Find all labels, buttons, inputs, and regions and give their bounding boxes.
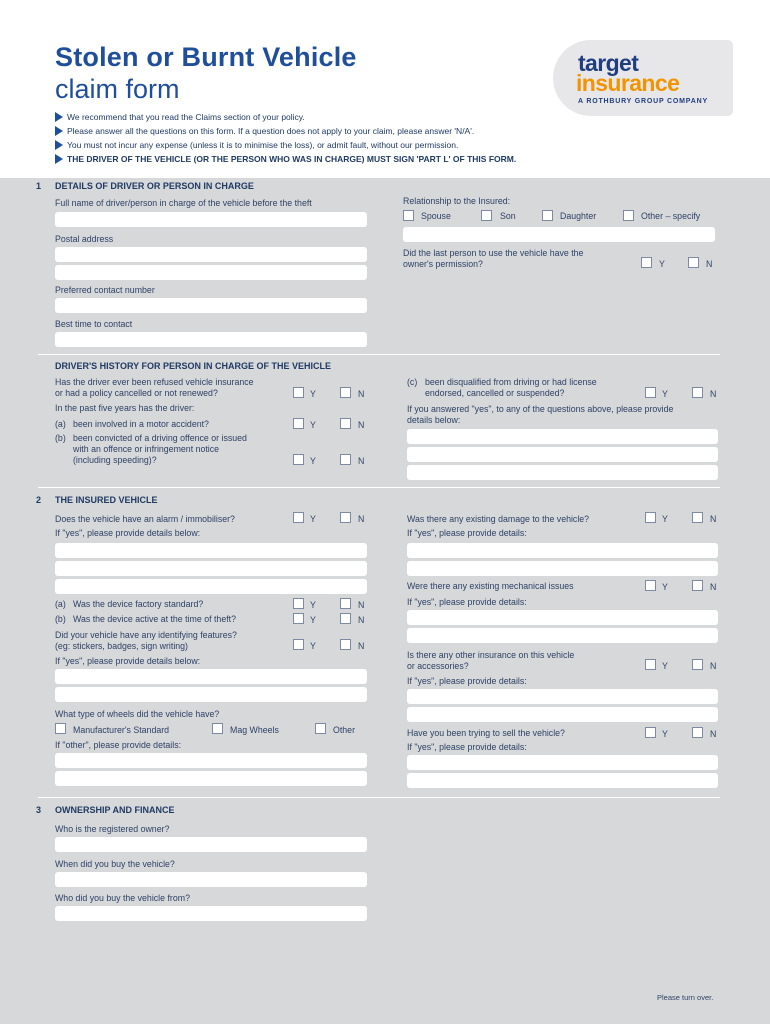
yes-label: Y xyxy=(310,514,316,524)
arrow-icon xyxy=(55,140,63,150)
sell-yes-checkbox[interactable] xyxy=(645,727,656,738)
section-title: DETAILS OF DRIVER OR PERSON IN CHARGE xyxy=(55,181,254,191)
no-label: N xyxy=(710,514,717,524)
postal-address-field-2[interactable] xyxy=(55,265,367,280)
refused-question: or had a policy cancelled or not renewed? xyxy=(55,388,218,398)
instruction-bullet xyxy=(55,154,516,164)
no-label: N xyxy=(358,420,365,430)
other-insurance-details-field-2[interactable] xyxy=(407,707,718,722)
mag-wheels-label: Mag Wheels xyxy=(230,725,279,735)
mechanical-no-checkbox[interactable] xyxy=(692,580,703,591)
no-label: N xyxy=(710,661,717,671)
section-number: 1 xyxy=(36,181,42,191)
turn-over-note: Please turn over. xyxy=(657,993,714,1002)
manufacturer-standard-label: Manufacturer's Standard xyxy=(73,725,170,735)
alarm-yes-checkbox[interactable] xyxy=(293,512,304,523)
damage-no-checkbox[interactable] xyxy=(692,512,703,523)
conviction-question: been convicted of a driving offence or issued xyxy=(73,433,247,443)
disqualified-question: been disqualified from driving or had license xyxy=(425,377,597,387)
features-yes-checkbox[interactable] xyxy=(293,639,304,650)
instruction-text: THE DRIVER OF THE VEHICLE (OR THE PERSON WHO WAS IN CHARGE) MUST SIGN 'PART L' OF THIS FORM. xyxy=(67,154,517,164)
other-wheels-label: Other xyxy=(333,725,356,735)
registered-owner-field[interactable] xyxy=(55,837,367,852)
registered-owner-label: Who is the registered owner? xyxy=(55,824,170,834)
no-label: N xyxy=(358,514,365,524)
form-subtitle: claim form xyxy=(55,74,180,104)
item-label: (b) xyxy=(55,433,66,443)
damage-yes-checkbox[interactable] xyxy=(645,512,656,523)
features-question: (eg: stickers, badges, sign writing) xyxy=(55,641,188,651)
sell-no-checkbox[interactable] xyxy=(692,727,703,738)
active-no-checkbox[interactable] xyxy=(340,613,351,624)
conviction-no-checkbox[interactable] xyxy=(340,454,351,465)
damage-details-label: If "yes", please provide details: xyxy=(407,528,527,538)
arrow-icon xyxy=(55,154,63,164)
yes-label: Y xyxy=(310,456,316,466)
yes-label: Y xyxy=(310,600,316,610)
other-insurance-details-field-1[interactable] xyxy=(407,689,718,704)
seller-field[interactable] xyxy=(55,906,367,921)
spouse-label: Spouse xyxy=(421,211,451,221)
features-details-label: If "yes", please provide details below: xyxy=(55,656,201,666)
sell-details-field-1[interactable] xyxy=(407,755,718,770)
features-details-field-2[interactable] xyxy=(55,687,367,702)
yes-label: Y xyxy=(662,661,668,671)
mechanical-details-field-1[interactable] xyxy=(407,610,718,625)
mechanical-details-label: If "yes", please provide details: xyxy=(407,597,527,607)
wheels-other-field-1[interactable] xyxy=(55,753,367,768)
history-details-field-1[interactable] xyxy=(407,429,718,444)
alarm-no-checkbox[interactable] xyxy=(340,512,351,523)
item-label: (a) xyxy=(55,599,66,609)
conviction-question: with an offence or infringement notice xyxy=(73,444,220,454)
instruction-text: Please answer all the questions on this form. If a question does not apply to your claim, please answer 'N/A'. xyxy=(67,126,475,136)
history-title: DRIVER'S HISTORY FOR PERSON IN CHARGE OF THE VEHICLE xyxy=(55,361,332,371)
refused-yes-checkbox[interactable] xyxy=(293,387,304,398)
full-name-field[interactable] xyxy=(55,212,367,227)
best-time-label: Best time to contact xyxy=(55,319,133,329)
yes-label: Y xyxy=(662,389,668,399)
conviction-question: (including speeding)? xyxy=(73,455,157,465)
no-label: N xyxy=(710,582,717,592)
contact-number-label: Preferred contact number xyxy=(55,285,155,295)
contact-number-field[interactable] xyxy=(55,298,367,313)
other-insurance-yes-checkbox[interactable] xyxy=(645,659,656,670)
no-label: N xyxy=(710,729,717,739)
sell-question: Have you been trying to sell the vehicle? xyxy=(407,728,565,738)
mag-wheels-checkbox[interactable] xyxy=(212,723,223,734)
yes-label: Y xyxy=(662,729,668,739)
instruction-bullet xyxy=(55,112,305,122)
item-label: (b) xyxy=(55,614,66,624)
permission-question: Did the last person to use the vehicle have the xyxy=(403,248,584,258)
mechanical-yes-checkbox[interactable] xyxy=(645,580,656,591)
yes-label: Y xyxy=(662,514,668,524)
no-label: N xyxy=(358,600,365,610)
other-insurance-no-checkbox[interactable] xyxy=(692,659,703,670)
instruction-bullet xyxy=(55,140,458,150)
history-details-label: details below: xyxy=(407,415,461,425)
other-insurance-question: Is there any other insurance on this vehicle xyxy=(407,650,575,660)
wheels-other-field-2[interactable] xyxy=(55,771,367,786)
past-five-years-text: In the past five years has the driver: xyxy=(55,403,195,413)
no-label: N xyxy=(358,615,365,625)
alarm-details-field-1[interactable] xyxy=(55,543,367,558)
damage-question: Was there any existing damage to the vehicle? xyxy=(407,514,590,524)
divider xyxy=(38,354,720,355)
factory-no-checkbox[interactable] xyxy=(340,598,351,609)
permission-yes-checkbox[interactable] xyxy=(641,257,652,268)
son-checkbox[interactable] xyxy=(481,210,492,221)
disqualified-no-checkbox[interactable] xyxy=(692,387,703,398)
conviction-yes-checkbox[interactable] xyxy=(293,454,304,465)
active-yes-checkbox[interactable] xyxy=(293,613,304,624)
form-title: Stolen or Burnt Vehicle xyxy=(55,42,357,72)
relationship-label: Relationship to the Insured: xyxy=(403,196,511,206)
mechanical-details-field-2[interactable] xyxy=(407,628,718,643)
sell-details-field-2[interactable] xyxy=(407,773,718,788)
no-label: N xyxy=(706,259,713,269)
factory-yes-checkbox[interactable] xyxy=(293,598,304,609)
postal-address-label: Postal address xyxy=(55,234,114,244)
accident-no-checkbox[interactable] xyxy=(340,418,351,429)
damage-details-field-1[interactable] xyxy=(407,543,718,558)
no-label: N xyxy=(358,456,365,466)
postal-address-field-1[interactable] xyxy=(55,247,367,262)
history-details-label: If you answered "yes", to any of the questions above, please provide xyxy=(407,404,674,414)
accident-yes-checkbox[interactable] xyxy=(293,418,304,429)
yes-label: Y xyxy=(662,582,668,592)
other-insurance-question: or accessories? xyxy=(407,661,469,671)
yes-label: Y xyxy=(310,389,316,399)
divider xyxy=(38,487,720,488)
accident-question: been involved in a motor accident? xyxy=(73,419,209,429)
seller-label: Who did you buy the vehicle from? xyxy=(55,893,190,903)
section-title: THE INSURED VEHICLE xyxy=(55,495,158,505)
relationship-other-field[interactable] xyxy=(403,227,715,242)
other-insurance-details-label: If "yes", please provide details: xyxy=(407,676,527,686)
alarm-details-field-2[interactable] xyxy=(55,561,367,576)
instruction-bullet xyxy=(55,126,474,136)
item-label: (a) xyxy=(55,419,66,429)
refused-question: Has the driver ever been refused vehicle insurance xyxy=(55,377,254,387)
purchase-date-label: When did you buy the vehicle? xyxy=(55,859,175,869)
manufacturer-standard-checkbox[interactable] xyxy=(55,723,66,734)
other-checkbox[interactable] xyxy=(623,210,634,221)
logo-tagline: A ROTHBURY GROUP COMPANY xyxy=(578,98,708,105)
history-details-field-3[interactable] xyxy=(407,465,718,480)
features-question: Did your vehicle have any identifying features? xyxy=(55,630,237,640)
history-details-field-2[interactable] xyxy=(407,447,718,462)
section-number: 3 xyxy=(36,805,42,815)
section-title: OWNERSHIP AND FINANCE xyxy=(55,805,175,815)
alarm-details-field-3[interactable] xyxy=(55,579,367,594)
son-label: Son xyxy=(500,211,516,221)
wheels-other-label: If "other", please provide details: xyxy=(55,740,182,750)
disqualified-yes-checkbox[interactable] xyxy=(645,387,656,398)
item-label: (c) xyxy=(407,377,418,387)
logo-word-target: target xyxy=(578,50,639,76)
other-label: Other – specify xyxy=(641,211,701,221)
yes-label: Y xyxy=(310,615,316,625)
damage-details-field-2[interactable] xyxy=(407,561,718,576)
disqualified-question: endorsed, cancelled or suspended? xyxy=(425,388,565,398)
refused-no-checkbox[interactable] xyxy=(340,387,351,398)
features-details-field-1[interactable] xyxy=(55,669,367,684)
permission-question: owner's permission? xyxy=(403,259,483,269)
no-label: N xyxy=(710,389,717,399)
yes-label: Y xyxy=(310,641,316,651)
alarm-question: Does the vehicle have an alarm / immobiliser? xyxy=(55,514,235,524)
daughter-checkbox[interactable] xyxy=(542,210,553,221)
yes-label: Y xyxy=(310,420,316,430)
arrow-icon xyxy=(55,112,63,122)
permission-no-checkbox[interactable] xyxy=(688,257,699,268)
sell-details-label: If "yes", please provide details: xyxy=(407,742,527,752)
section-number: 2 xyxy=(36,495,42,505)
daughter-label: Daughter xyxy=(560,211,597,221)
divider xyxy=(38,797,720,798)
best-time-field[interactable] xyxy=(55,332,367,347)
logo-word-insurance: insurance xyxy=(576,70,680,96)
no-label: N xyxy=(358,641,365,651)
active-question: Was the device active at the time of theft? xyxy=(73,614,236,624)
no-label: N xyxy=(358,389,365,399)
purchase-date-field[interactable] xyxy=(55,872,367,887)
other-wheels-checkbox[interactable] xyxy=(315,723,326,734)
arrow-icon xyxy=(55,126,63,136)
instruction-text: You must not incur any expense (unless it is to minimise the loss), or admit fault, without our permission. xyxy=(67,140,459,150)
yes-label: Y xyxy=(659,259,665,269)
alarm-details-label: If "yes", please provide details below: xyxy=(55,528,201,538)
full-name-label: Full name of driver/person in charge of the vehicle before the theft xyxy=(55,198,312,208)
mechanical-question: Were there any existing mechanical issues xyxy=(407,581,574,591)
spouse-checkbox[interactable] xyxy=(403,210,414,221)
wheels-question: What type of wheels did the vehicle have? xyxy=(55,709,220,719)
features-no-checkbox[interactable] xyxy=(340,639,351,650)
factory-question: Was the device factory standard? xyxy=(73,599,204,609)
instruction-text: We recommend that you read the Claims section of your policy. xyxy=(67,112,305,122)
